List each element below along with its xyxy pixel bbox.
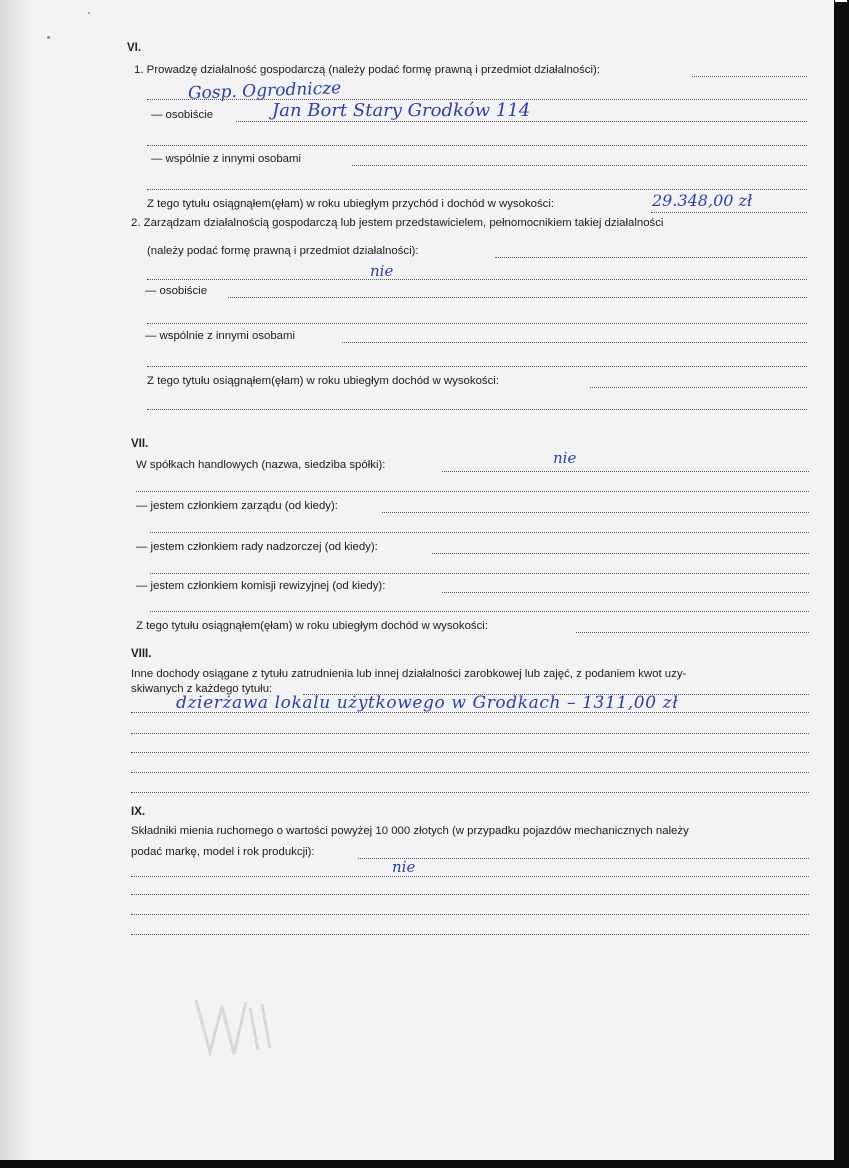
dotted-line <box>382 512 809 513</box>
viii-line1: Inne dochody osiągane z tytułu zatrudnienia lub innej działalności zarobkowej lub zajęć, z podaniem kwot uzy- <box>131 668 687 680</box>
vii-rada-label: — jestem członkiem rady nadzorczej (od kiedy): <box>136 541 378 553</box>
dotted-line <box>131 752 809 753</box>
dotted-line <box>150 532 809 533</box>
ix-line1: Składniki mienia ruchomego o wartości powyżej 10 000 złotych (w przypadku pojazdów mechanicznych należy <box>131 825 689 837</box>
section-vii-heading: VII. <box>131 438 149 450</box>
dotted-line <box>131 914 809 915</box>
viii-handwritten: dzierżawa lokalu użytkowego w Grodkach – 1311,00 zł <box>176 693 679 713</box>
dotted-line <box>342 342 807 343</box>
dotted-line <box>228 297 807 298</box>
vii-komisja-label: — jestem członkiem komisji rewizyjnej (od kiedy): <box>136 580 386 592</box>
section-ix-heading: IX. <box>131 806 146 818</box>
dotted-line <box>131 934 809 935</box>
scan-border-right <box>834 0 849 1168</box>
dotted-line <box>576 632 809 633</box>
dotted-line <box>147 409 807 410</box>
vi-p2-line1: 2. Zarządzam działalnością gospodarczą lub jestem przedstawicielem, pełnomocnikiem takiej działalności <box>131 217 664 229</box>
dotted-line <box>131 733 809 734</box>
vii-income-label: Z tego tytułu osiągnąłem(ęłam) w roku ubiegłym dochód w wysokości: <box>136 620 488 632</box>
scan-speck <box>88 12 90 14</box>
dotted-line <box>131 876 809 877</box>
dotted-line <box>442 471 809 472</box>
dotted-line <box>131 792 809 793</box>
vii-zarzad-label: — jestem członkiem zarządu (od kiedy): <box>136 500 338 512</box>
dotted-line <box>692 76 807 77</box>
dotted-line <box>150 573 809 574</box>
vi-osobiscie-label: — osobiście <box>151 109 214 121</box>
dotted-line <box>495 257 807 258</box>
vi-p1-label: 1. Prowadzę działalność gospodarczą (należy podać formę prawną i przedmiot działalności): <box>134 64 600 76</box>
dotted-line <box>131 772 809 773</box>
dotted-line <box>352 165 807 166</box>
dotted-line <box>147 323 807 324</box>
section-vi-heading: VI. <box>127 42 142 54</box>
vii-spolki-label: W spółkach handlowych (nazwa, siedziba spółki): <box>136 459 386 471</box>
vi-p2-income-label: Z tego tytułu osiągnąłem(ęłam) w roku ubiegłym dochód w wysokości: <box>147 375 499 387</box>
dotted-line <box>147 366 807 367</box>
vi-income-handwritten: 29.348,00 zł <box>652 191 753 210</box>
dotted-line <box>147 279 807 280</box>
dotted-line <box>432 553 809 554</box>
scan-border-bottom <box>0 1160 849 1168</box>
dotted-line <box>131 894 809 895</box>
vi-p2-wspolnie-label: — wspólnie z innymi osobami <box>145 330 296 342</box>
dotted-line <box>590 387 807 388</box>
dotted-line <box>150 611 809 612</box>
dotted-line <box>442 592 809 593</box>
ix-line2: podać markę, model i rok produkcji): <box>131 846 315 858</box>
vi-p1-handwritten: Gosp. Ogrodnicze <box>187 78 342 104</box>
embossed-mark-graphic <box>188 992 278 1062</box>
scan-speck <box>47 36 50 39</box>
scan-edge-shadow <box>0 0 30 1160</box>
dotted-line <box>651 212 807 213</box>
ix-handwritten: nie <box>392 858 416 876</box>
vi-income-label: Z tego tytułu osiągnąłem(ęłam) w roku ubiegłym przychód i dochód w wysokości: <box>147 198 555 210</box>
vi-p2-handwritten: nie <box>370 262 394 280</box>
vi-p2-osobiscie-label: — osobiście <box>145 285 208 297</box>
vii-spolki-handwritten: nie <box>553 449 577 467</box>
vi-p2-line2: (należy podać formę prawną i przedmiot działalności): <box>147 245 419 257</box>
vi-wspolnie-label: — wspólnie z innymi osobami <box>151 153 302 165</box>
viii-line2: skiwanych z każdego tytułu: <box>131 683 273 695</box>
dotted-line <box>358 858 809 859</box>
scan-corner-mark <box>835 0 847 2</box>
dotted-line <box>236 121 807 122</box>
section-viii-heading: VIII. <box>131 648 152 660</box>
dotted-line <box>136 491 809 492</box>
dotted-line <box>147 145 807 146</box>
vi-osobiscie-handwritten: Jan Bort Stary Grodków 114 <box>272 100 531 121</box>
dotted-line <box>147 189 807 190</box>
